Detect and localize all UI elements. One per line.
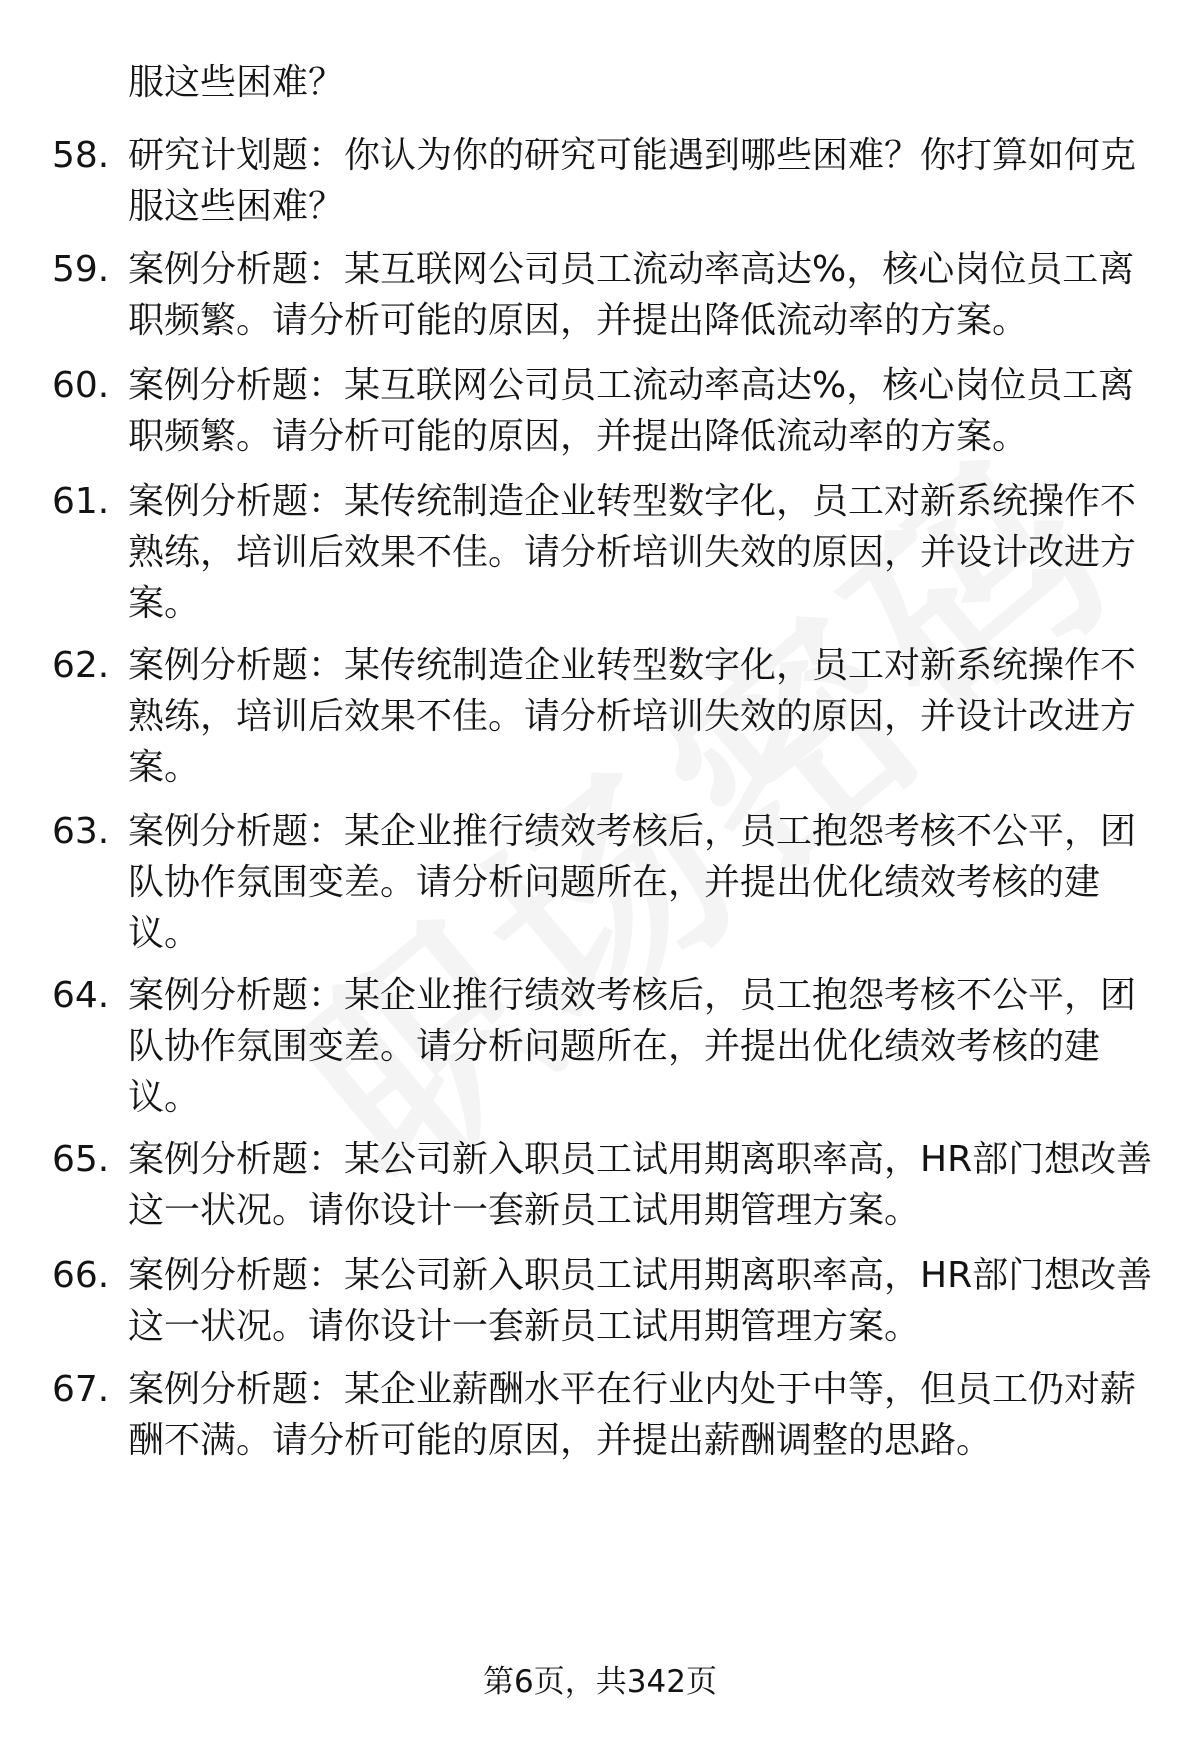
question-number: 65.	[52, 1139, 110, 1180]
question-number: 62.	[52, 645, 110, 686]
question-text: 案例分析题：某互联网公司员工流动率高达%，核心岗位员工离职频繁。请分析可能的原因，并提出降低流动率的方案。	[128, 249, 1135, 341]
question-number: 58.	[52, 135, 110, 176]
question-number: 61.	[52, 481, 110, 522]
question-number: 64.	[52, 975, 110, 1016]
question-number: 66.	[52, 1255, 110, 1296]
question-number: 60.	[52, 365, 110, 406]
question-text: 案例分析题：某传统制造企业转型数字化，员工对新系统操作不熟练，培训后效果不佳。请分析培训失效的原因，并设计改进方案。	[128, 645, 1137, 788]
question-number: 67.	[52, 1369, 110, 1410]
question-text: 案例分析题：某公司新入职员工试用期离职率高，HR部门想改善这一状况。请你设计一套新员工试用期管理方案。	[128, 1255, 1153, 1347]
continuation-text: 服这些困难？	[128, 62, 345, 103]
question-text: 案例分析题：某企业推行绩效考核后，员工抱怨考核不公平，团队协作氛围变差。请分析问题所在，并提出优化绩效考核的建议。	[128, 975, 1137, 1118]
question-text: 案例分析题：某传统制造企业转型数字化，员工对新系统操作不熟练，培训后效果不佳。请分析培训失效的原因，并设计改进方案。	[128, 481, 1137, 624]
question-text: 案例分析题：某公司新入职员工试用期离职率高，HR部门想改善这一状况。请你设计一套新员工试用期管理方案。	[128, 1139, 1153, 1231]
question-text: 案例分析题：某企业推行绩效考核后，员工抱怨考核不公平，团队协作氛围变差。请分析问题所在，并提出优化绩效考核的建议。	[128, 811, 1137, 954]
question-text: 研究计划题：你认为你的研究可能遇到哪些困难？你打算如何克服这些困难？	[128, 135, 1137, 227]
question-text: 案例分析题：某企业薪酬水平在行业内处于中等，但员工仍对薪酬不满。请分析可能的原因，并提出薪酬调整的思路。	[128, 1369, 1137, 1461]
question-number: 63.	[52, 811, 110, 852]
question-text: 案例分析题：某互联网公司员工流动率高达%，核心岗位员工离职频繁。请分析可能的原因，并提出降低流动率的方案。	[128, 365, 1135, 457]
question-number: 59.	[52, 249, 110, 290]
page-footer: 第6页，共342页	[483, 1664, 717, 1700]
